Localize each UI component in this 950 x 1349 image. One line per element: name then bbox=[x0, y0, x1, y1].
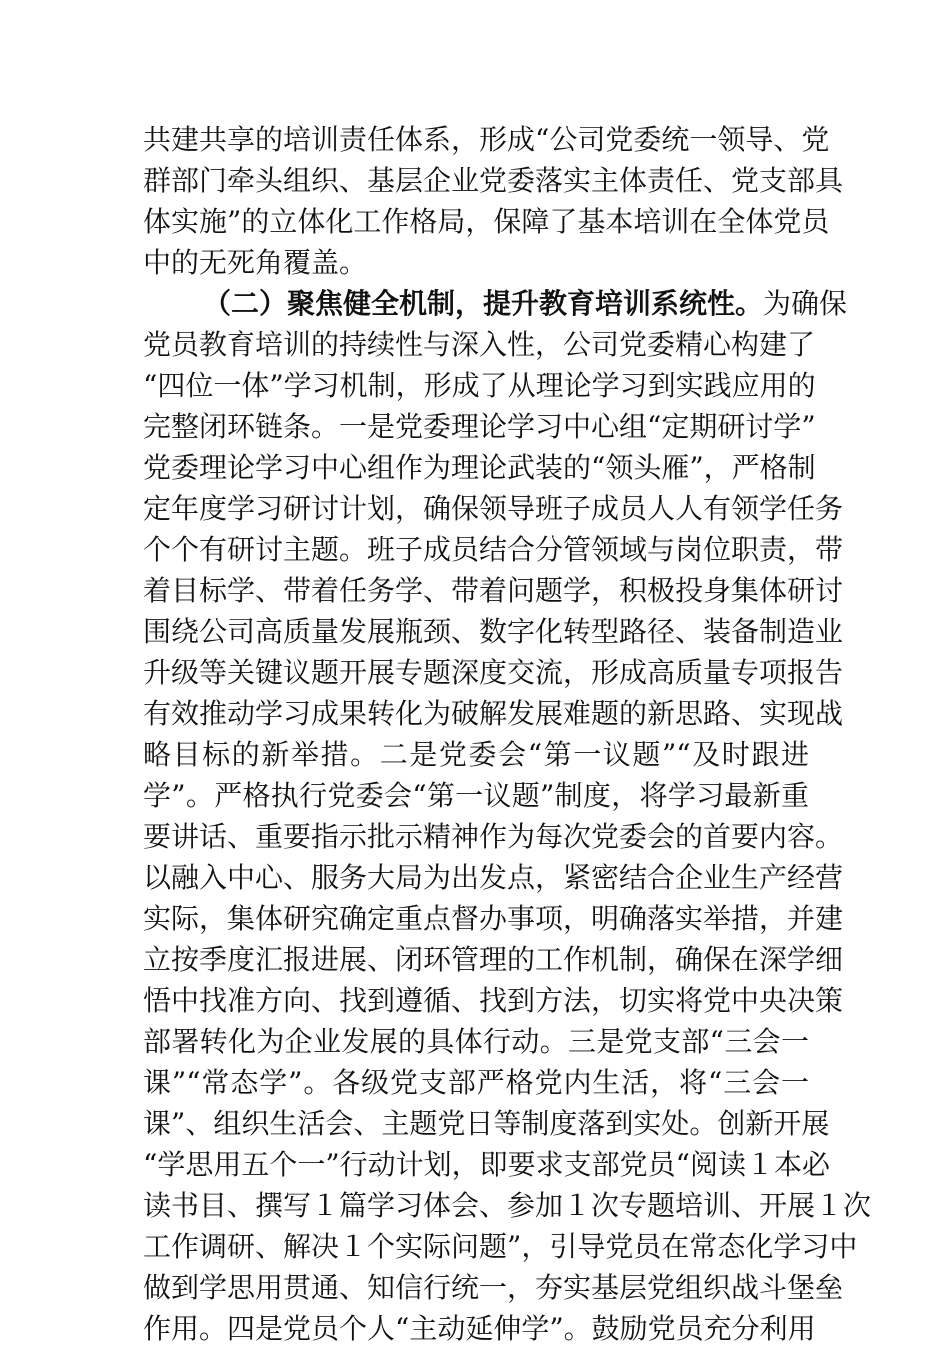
text-line: 群部门牵头组织、基层企业党委落实主体责任、党支部具 bbox=[143, 164, 844, 197]
text-line: 党员教育培训的持续性与深入性，公司党委精心构建了 bbox=[143, 328, 816, 361]
text-line: 升级等关键议题开展专题深度交流，形成高质量专项报告 bbox=[143, 656, 844, 689]
text-line: 中的无死角覆盖。 bbox=[143, 246, 368, 279]
text-line: 个个有研讨主题。班子成员结合分管领域与岗位职责，带 bbox=[143, 533, 844, 566]
text-line: 立按季度汇报进展、闭环管理的工作机制，确保在深学细 bbox=[143, 943, 844, 976]
text-line: 工作调研、解决１个实际问题”，引导党员在常态化学习中 bbox=[143, 1230, 858, 1263]
text-line: 要讲话、重要指示批示精神作为每次党委会的首要内容。 bbox=[143, 820, 844, 853]
text-line: 部署转化为企业发展的具体行动。三是党支部“三会一 bbox=[143, 1025, 809, 1058]
section-heading: （二）聚焦健全机制，提升教育培训系统性。 bbox=[203, 287, 764, 320]
text-line: 悟中找准方向、找到遵循、找到方法，切实将党中央决策 bbox=[143, 984, 844, 1017]
text-line: 着目标学、带着任务学、带着问题学，积极投身集体研讨 bbox=[143, 574, 844, 607]
text-line: 共建共享的培训责任体系，形成“公司党委统一领导、党 bbox=[143, 123, 830, 156]
section-heading-line bbox=[203, 283, 848, 324]
text-line: 体实施”的立体化工作格局，保障了基本培训在全体党员 bbox=[143, 205, 830, 238]
text-line: 有效推动学习成果转化为破解发展难题的新思路、实现战 bbox=[143, 697, 844, 730]
text-line: 实际，集体研究确定重点督办事项，明确落实举措，并建 bbox=[143, 902, 844, 935]
text-line: “学思用五个一”行动计划，即要求支部党员“阅读１本必 bbox=[143, 1148, 830, 1181]
text-line: 完整闭环链条。一是党委理论学习中心组“定期研讨学” bbox=[143, 410, 816, 443]
text-line: 以融入中心、服务大局为出发点，紧密结合企业生产经营 bbox=[143, 861, 844, 894]
text-line: 略目标的新举措。二是党委会“第一议题”“及时跟进 bbox=[143, 738, 809, 771]
text-line: 作用。四是党员个人“主动延伸学”。鼓励党员充分利用 bbox=[143, 1312, 816, 1345]
text-line: 课”“常态学”。各级党支部严格党内生活，将“三会一 bbox=[143, 1066, 809, 1099]
text-line: 学”。严格执行党委会“第一议题”制度，将学习最新重 bbox=[143, 779, 809, 812]
text-line: 课”、组织生活会、主题党日等制度落到实处。创新开展 bbox=[143, 1107, 830, 1140]
section-heading-tail: 为确保 bbox=[763, 287, 848, 320]
text-line: 做到学思用贯通、知信行统一，夯实基层党组织战斗堡垒 bbox=[143, 1271, 844, 1304]
text-line: 定年度学习研讨计划，确保领导班子成员人人有领学任务 bbox=[143, 492, 844, 525]
text-line: 读书目、撰写１篇学习体会、参加１次专题培训、开展１次 bbox=[143, 1189, 872, 1222]
text-line: 党委理论学习中心组作为理论武装的“领头雁”，严格制 bbox=[143, 451, 816, 484]
text-line: “四位一体”学习机制，形成了从理论学习到实践应用的 bbox=[143, 369, 816, 402]
text-line: 围绕公司高质量发展瓶颈、数字化转型路径、装备制造业 bbox=[143, 615, 844, 648]
